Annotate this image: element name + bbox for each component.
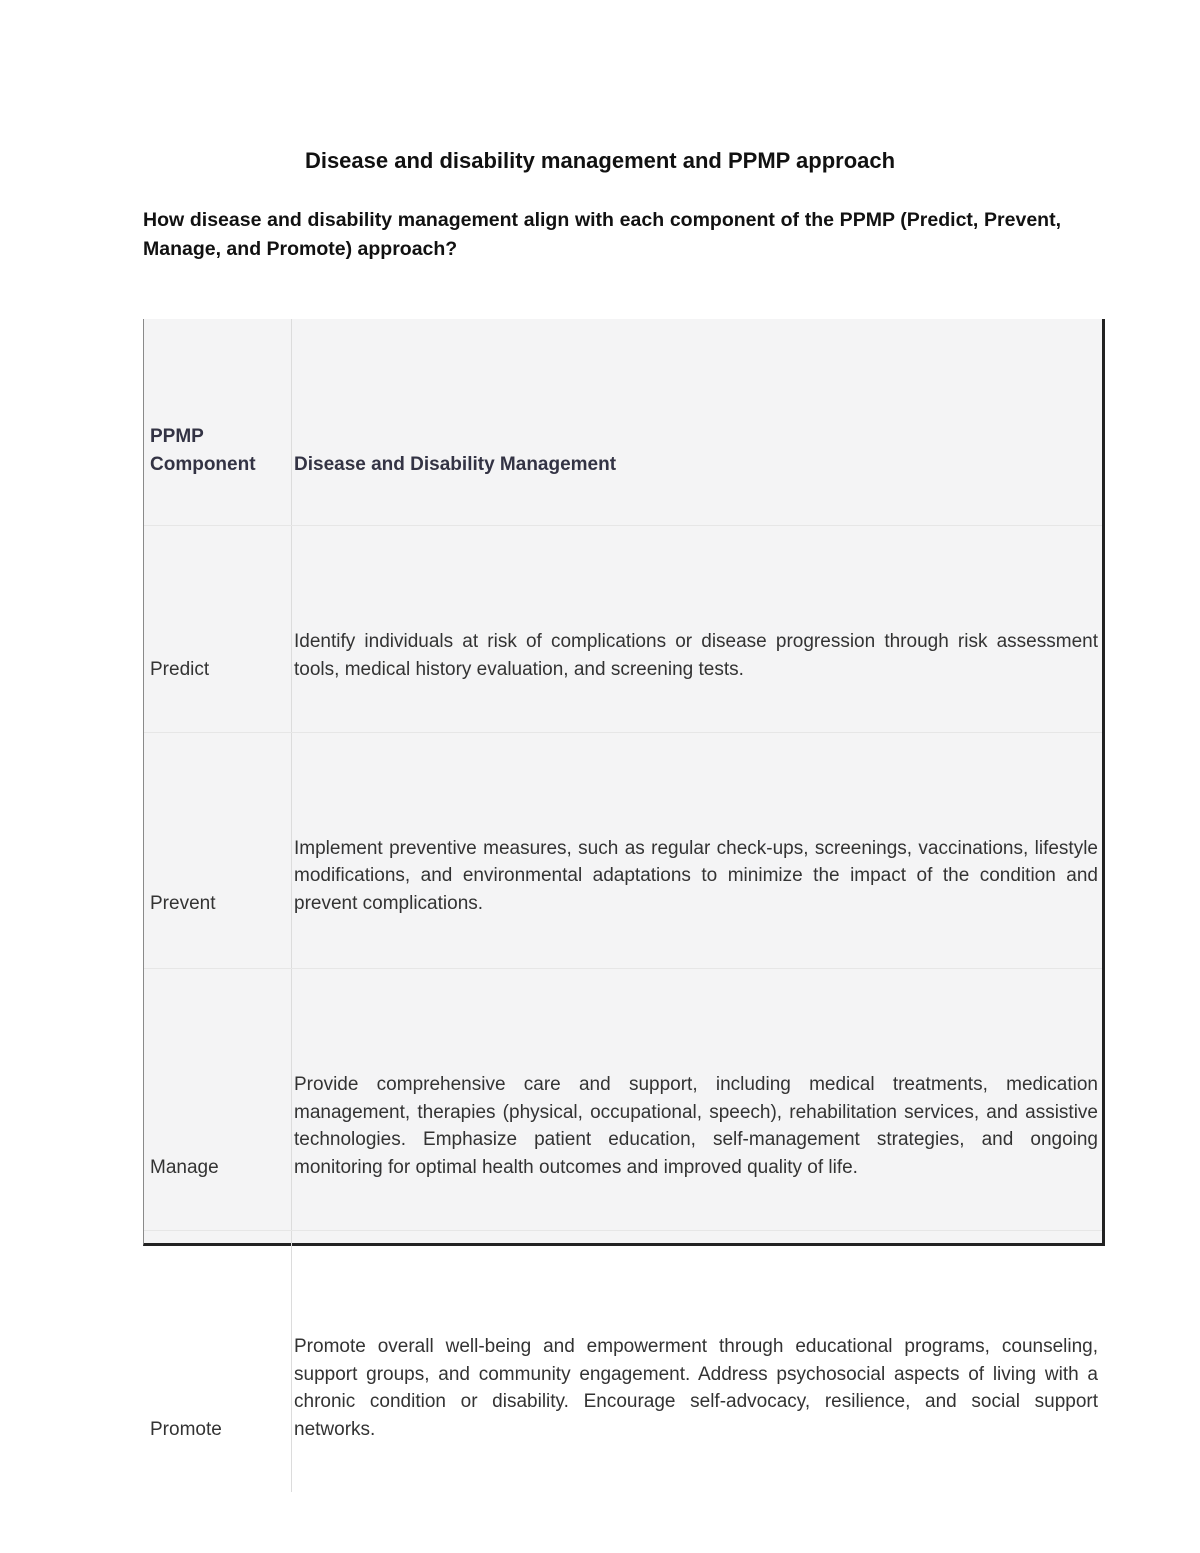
table-row xyxy=(144,733,1102,969)
header-cell-component: PPMP Component xyxy=(144,319,292,526)
row-component-predict: Predict xyxy=(144,526,292,733)
row-component-manage: Manage xyxy=(144,969,292,1231)
ppmp-table-container xyxy=(143,319,1105,1440)
row-component-prevent: Prevent xyxy=(144,733,292,969)
document-question: How disease and disability management align with each component of the PPMP (Predict, Prevent, Manage, and Promote) approach? xyxy=(143,209,1061,260)
row-description-predict: Identify individuals at risk of complications or disease progression through risk assessment tools, medical history evaluation, and screening tests. xyxy=(292,526,1103,733)
document-title: Disease and disability management and PPMP approach xyxy=(304,148,896,173)
row-description-prevent: Implement preventive measures, such as regular check-ups, screenings, vaccinations, lifestyle modifications, and environmental adaptations to minimize the impact of the condition and prevent complications. xyxy=(292,733,1103,969)
table-row xyxy=(144,969,1102,1231)
row-description-promote: Promote overall well-being and empowerment through educational programs, counseling, support groups, and community engagement. Address psychosocial aspects of living with a chronic condition or disability. Encourage self-advocacy, resilience, and social support networks. xyxy=(294,1336,1098,1440)
header-cell-management: Disease and Disability Management xyxy=(292,319,1103,526)
table-row xyxy=(144,1231,1102,1493)
ppmp-table xyxy=(144,319,1102,1492)
table-row xyxy=(144,526,1102,733)
table-header-row xyxy=(144,319,1102,526)
row-component-promote: Promote xyxy=(144,1231,292,1493)
row-description-manage: Provide comprehensive care and support, including medical treatments, medication management, therapies (physical, occupational, speech), rehabilitation services, and assistive technologies. Emphasize patient education, self-management strategies, and ongoing monitoring for optimal health outcomes and improved quality of life. xyxy=(292,969,1103,1231)
